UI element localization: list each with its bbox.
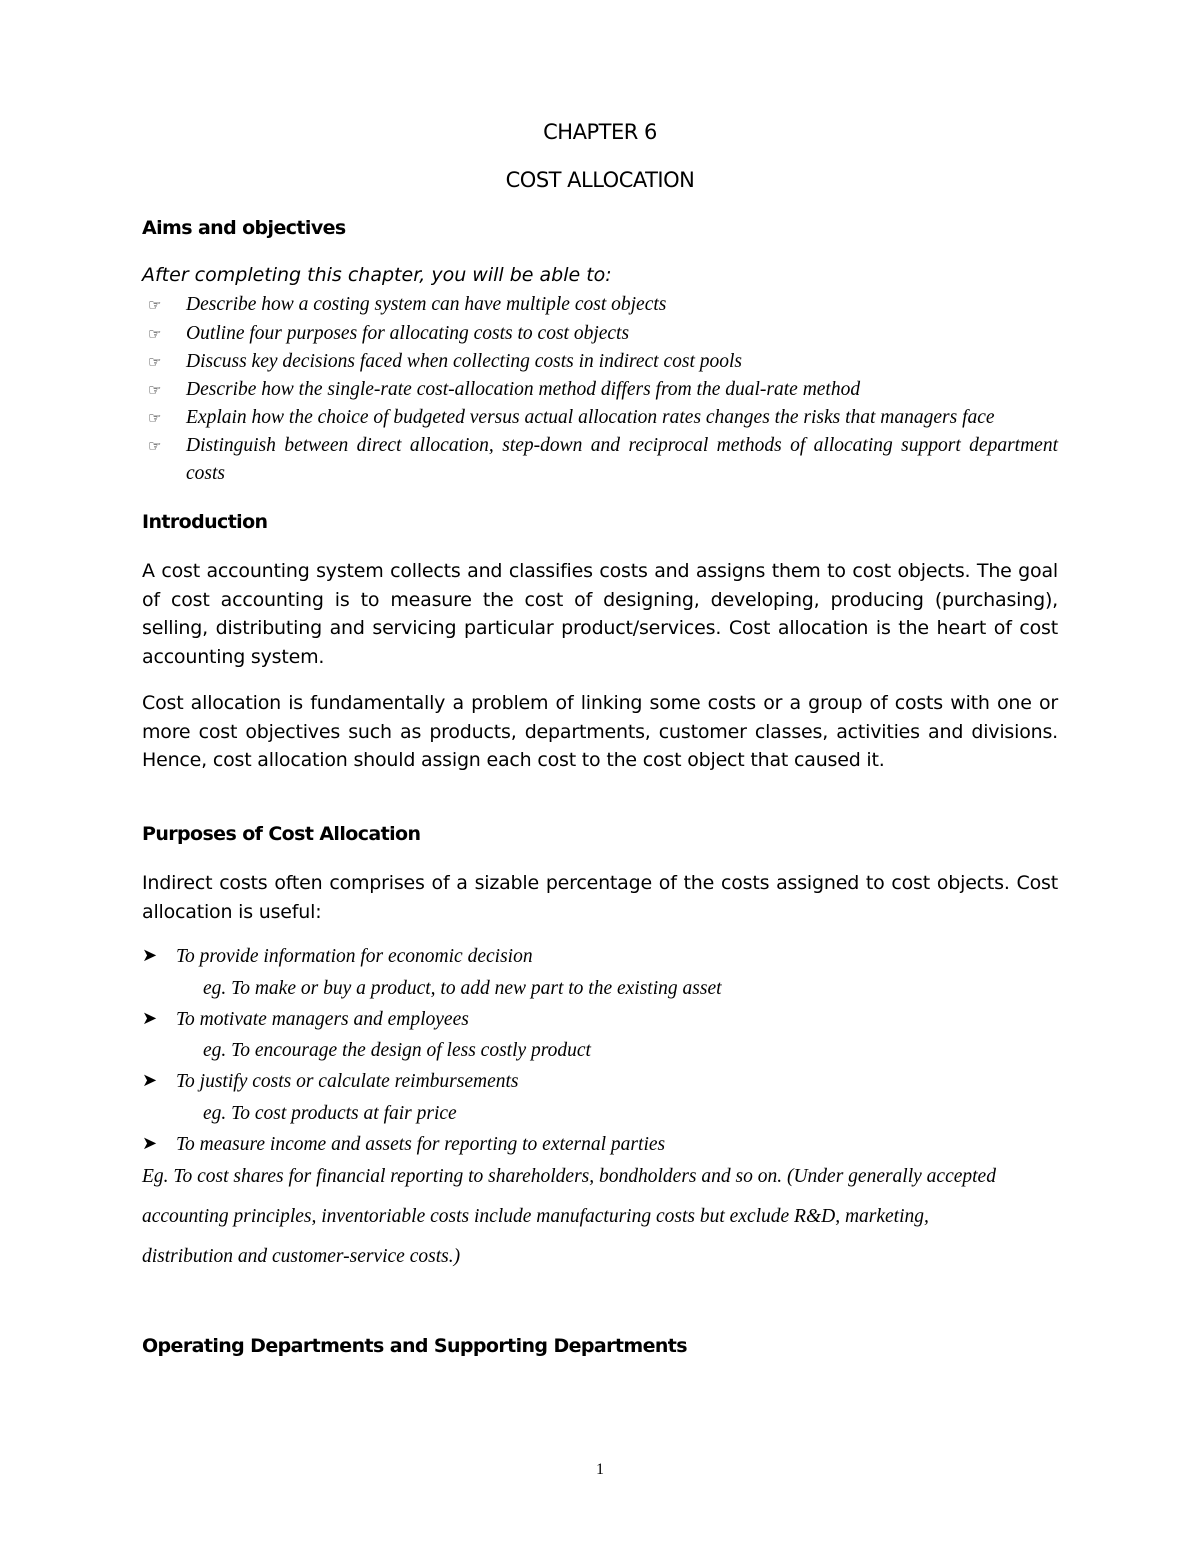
- aim-item-text: Distinguish between direct allocation, step-down and reciprocal methods of allocating support department costs: [186, 435, 1058, 484]
- pointing-hand-icon: ☞: [148, 298, 162, 314]
- page-number: 1: [596, 1461, 604, 1478]
- aims-intro: After completing this chapter, you will be able to:: [142, 264, 612, 286]
- aim-item: [142, 376, 1058, 404]
- aim-item: [142, 348, 1058, 376]
- arrowhead-icon: ➤: [142, 1008, 158, 1028]
- aim-item: [142, 320, 1058, 348]
- pointing-hand-icon: ☞: [148, 439, 162, 455]
- operating-heading: Operating Departments and Supporting Departments: [142, 1335, 687, 1357]
- purpose-item: [142, 946, 533, 968]
- aim-item: [142, 404, 1058, 432]
- aim-item-text: Describe how a costing system can have multiple cost objects: [186, 294, 667, 315]
- pointing-hand-icon: ☞: [148, 411, 162, 427]
- pointing-hand-icon: ☞: [148, 327, 162, 343]
- arrowhead-icon: ➤: [142, 945, 158, 965]
- introduction-heading: Introduction: [142, 511, 268, 533]
- purpose-example: eg. To make or buy a product, to add new part to the existing asset: [203, 978, 722, 999]
- purpose-item-text: To justify costs or calculate reimbursements: [176, 1071, 519, 1092]
- purpose-item: [142, 1009, 469, 1031]
- purpose-example: eg. To encourage the design of less costly product: [203, 1040, 591, 1061]
- purpose-item: [142, 1134, 665, 1156]
- aim-item: [142, 432, 1058, 488]
- purpose-note-line: Eg. To cost shares for financial reporting to shareholders, bondholders and so on. (Under generally accepted: [142, 1166, 996, 1187]
- purpose-item-text: To measure income and assets for reporting to external parties: [176, 1134, 666, 1155]
- aim-item-text: Explain how the choice of budgeted versus actual allocation rates changes the risks that managers face: [186, 407, 995, 428]
- arrowhead-icon: ➤: [142, 1070, 158, 1090]
- aim-item: [142, 291, 1058, 319]
- purpose-note-line: accounting principles, inventoriable costs include manufacturing costs but exclude R&D, marketing,: [142, 1206, 929, 1227]
- arrowhead-icon: ➤: [142, 1133, 158, 1153]
- purpose-item-text: To motivate managers and employees: [176, 1009, 469, 1030]
- chapter-number: CHAPTER 6: [543, 120, 657, 144]
- pointing-hand-icon: ☞: [148, 355, 162, 371]
- introduction-paragraph: Cost allocation is fundamentally a problem of linking some costs or a group of costs with one or more cost objectives such as products, departments, customer classes, activities and divisions. Hence, cost allocation should assign each cost to the cost object that caused it.: [142, 692, 1058, 771]
- aims-heading: Aims and objectives: [142, 217, 346, 239]
- purpose-item-text: To provide information for economic decision: [176, 946, 533, 967]
- purpose-note-line: distribution and customer-service costs.): [142, 1246, 461, 1267]
- pointing-hand-icon: ☞: [148, 383, 162, 399]
- aim-item-text: Outline four purposes for allocating costs to cost objects: [186, 323, 630, 344]
- purposes-intro: Indirect costs often comprises of a sizable percentage of the costs assigned to cost objects. Cost allocation is useful:: [142, 872, 1058, 923]
- aim-item-text: Describe how the single-rate cost-allocation method differs from the dual-rate method: [186, 379, 861, 400]
- aim-item-text: Discuss key decisions faced when collecting costs in indirect cost pools: [186, 351, 742, 372]
- purpose-example: eg. To cost products at fair price: [203, 1103, 457, 1124]
- purposes-heading: Purposes of Cost Allocation: [142, 823, 421, 845]
- introduction-paragraph: A cost accounting system collects and classifies costs and assigns them to cost objects. The goal of cost accounting is to measure the cost of designing, developing, producing (purchasing), selling, distributing and servicing particular product/services. Cost allocation is the heart of cost accounting system.: [142, 560, 1058, 668]
- purpose-item: [142, 1071, 519, 1093]
- chapter-title: COST ALLOCATION: [505, 168, 695, 192]
